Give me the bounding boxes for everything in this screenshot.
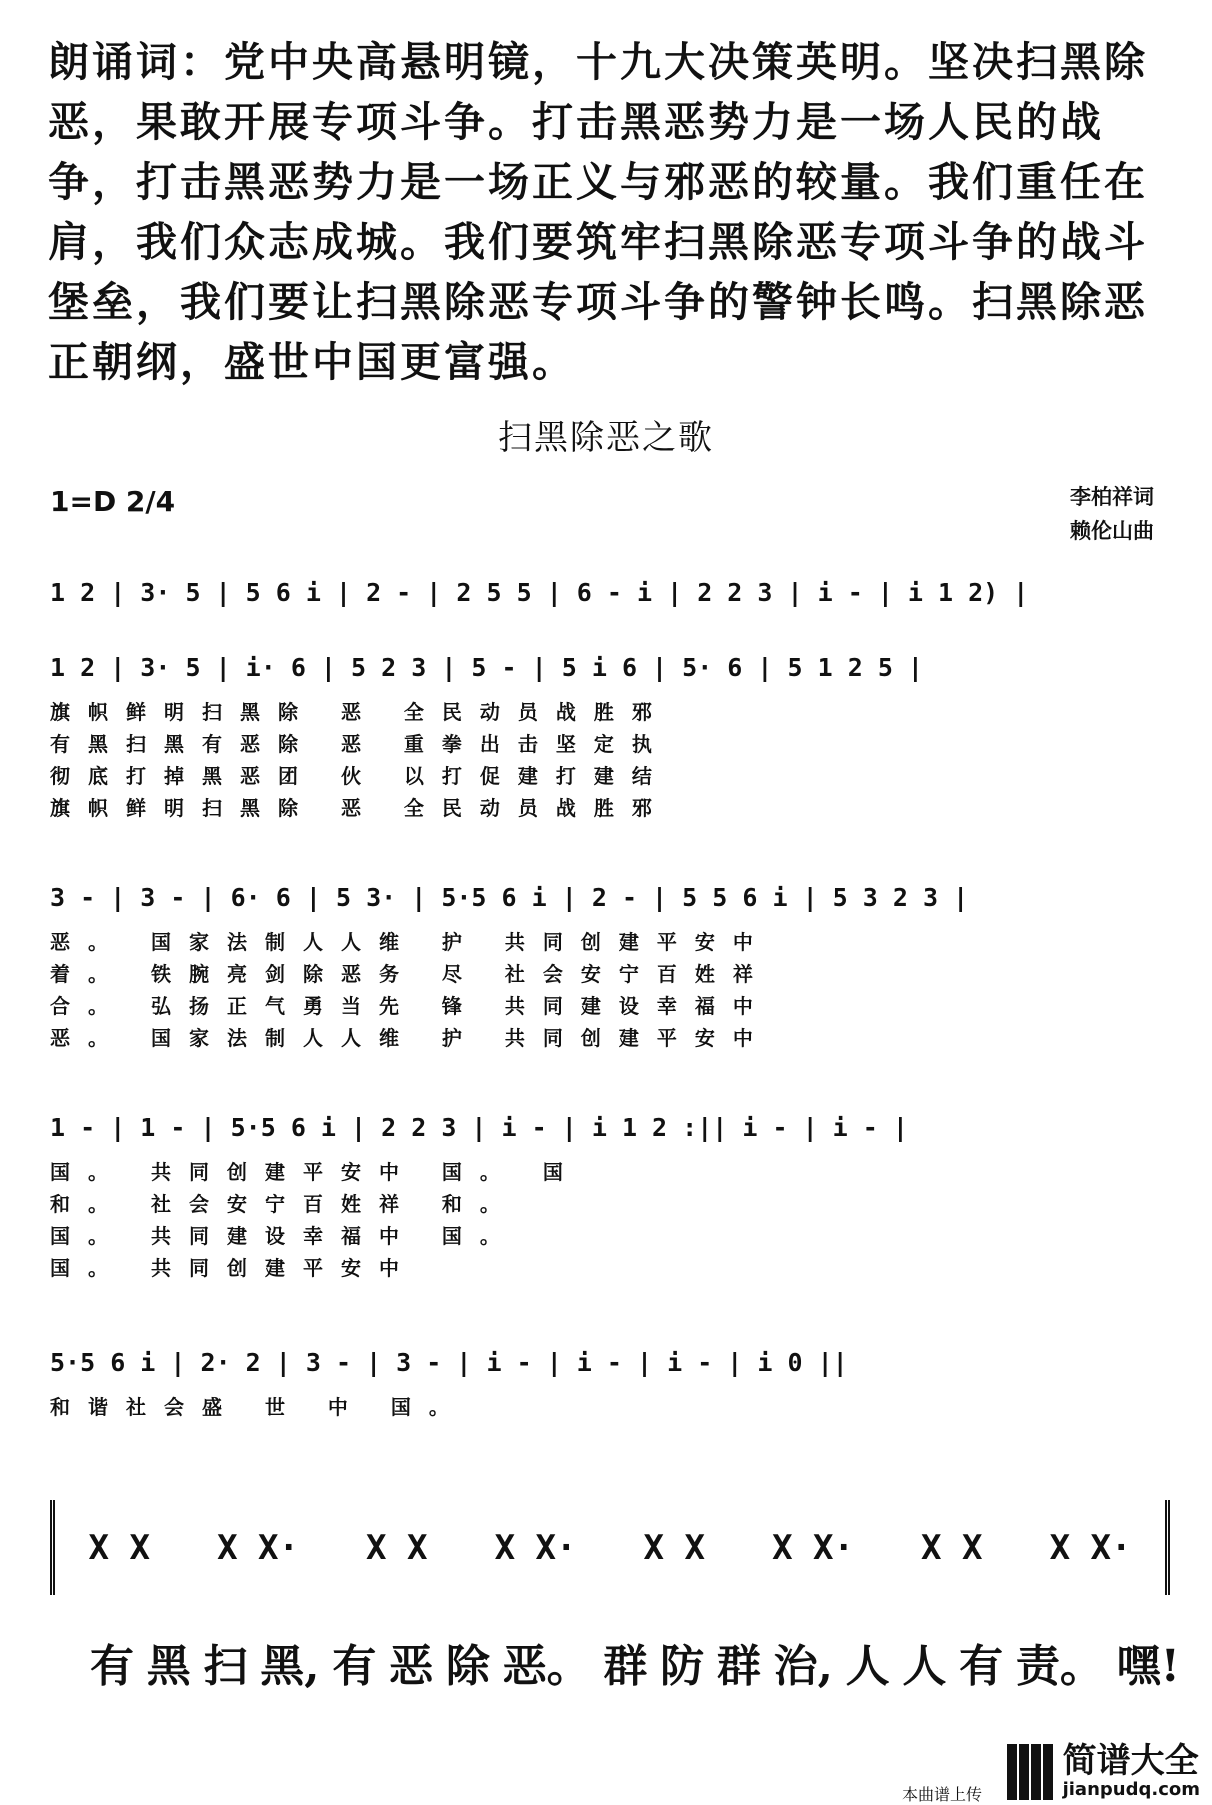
recitation-text: 朗诵词：党中央高悬明镜，十九大决策英明。坚决扫黑除恶，果敢开展专项斗争。打击黑恶势力是一场人民的战争，打击黑恶势力是一场正义与邪恶的较量。我们重任在肩，我们众志成城。我们要筑牢扫黑除恶专项斗争的战斗堡垒，我们要让扫黑除恶专项斗争的警钟长鸣。扫黑除恶正朝纲，盛世中国更富强。 <box>48 38 1148 386</box>
lyric-line: 和谐社会盛 世 中 国。 <box>50 1394 467 1419</box>
rhythm-pattern <box>50 1500 1170 1595</box>
chant-char: 有 <box>90 1641 134 1692</box>
chant-char: 扫 <box>203 1641 248 1692</box>
upload-note: 本曲谱上传 <box>901 1785 982 1804</box>
chant-char: 除 <box>445 1641 490 1692</box>
watermark <box>1007 1730 1200 1800</box>
chant-char: 有 <box>332 1641 377 1692</box>
watermark-brand: 简谱大全 <box>1062 1741 1199 1781</box>
chant-char: 恶 <box>389 1641 434 1692</box>
lyric-line: 国。 共同建设幸福中 国。 <box>50 1223 518 1248</box>
composer: 赖伦山曲 <box>1070 519 1154 543</box>
staff-2 <box>50 640 1170 822</box>
piano-logo-icon <box>1007 1744 1053 1800</box>
staff-notes: 1 2 | 3· 5 | 5 6 i | 2 - | 2 5 5 | 6 - i | 2 2 3 | i - | i 1 2) | <box>50 577 1029 607</box>
staff-5 <box>50 1335 1170 1421</box>
lyric-line: 恶。 国家法制人人维 护 共同创建平安中 <box>50 929 771 954</box>
lyric-line: 恶。 国家法制人人维 护 共同创建平安中 <box>50 1025 771 1050</box>
lyric-line: 有黑扫黑有恶除 恶 重拳出击坚定执 <box>50 731 670 756</box>
lyricist: 李柏祥词 <box>1070 485 1154 509</box>
song-title: 扫黑除恶之歌 <box>498 418 714 458</box>
chant-char: 群 <box>603 1641 648 1692</box>
rhythm-beat: X X· <box>1049 1527 1132 1568</box>
chant-char: 黑, <box>260 1641 320 1692</box>
chant-char: 恶。 <box>502 1641 591 1692</box>
lyric-line: 旗帜鲜明扫黑除 恶 全民动员战胜邪 <box>50 795 670 820</box>
lyric-line: 国。 共同创建平安中 国。 国 <box>50 1159 581 1184</box>
lyric-line: 着。 铁腕亮剑除恶务 尽 社会安宁百姓祥 <box>50 961 771 986</box>
lyric-line: 彻底打掉黑恶团 伙 以打促建打建结 <box>50 763 670 788</box>
rhythm-beat: X X· <box>772 1527 854 1568</box>
rhythm-beat: X X <box>643 1527 705 1568</box>
staff-4 <box>50 1100 1170 1282</box>
lyric-line: 旗帜鲜明扫黑除 恶 全民动员战胜邪 <box>50 699 670 724</box>
staff-notes: 1 2 | 3· 5 | i· 6 | 5 2 3 | 5 - | 5 i 6 | 5· 6 | 5 1 2 5 | <box>50 652 923 682</box>
rhythm-beat: X X· <box>217 1527 299 1568</box>
lyric-line: 国。 共同创建平安中 <box>50 1255 417 1280</box>
chant-char: 黑 <box>146 1641 191 1692</box>
watermark-site: jianpudq.com <box>1062 1779 1200 1800</box>
credits <box>1070 480 1154 548</box>
staff-notes: 3 - | 3 - | 6· 6 | 5 3· | 5·5 6 i | 2 - | 5 5 6 i | 5 3 2 3 | <box>50 882 969 912</box>
lyric-line: 和。 社会安宁百姓祥 和。 <box>50 1191 518 1216</box>
staff-notes: 5·5 6 i | 2· 2 | 3 - | 3 - | i - | i - | i - | i 0 || <box>50 1347 848 1377</box>
staff-notes: 1 - | 1 - | 5·5 6 i | 2 2 3 | i - | i 1 2 :|| i - | i - | <box>50 1112 908 1142</box>
chant-char: 治, <box>773 1641 833 1692</box>
chant-char: 防 <box>660 1641 705 1692</box>
chant-char: 嘿! <box>1116 1641 1180 1692</box>
chant-char: 群 <box>716 1641 761 1692</box>
lyric-line: 合。 弘扬正气勇当先 锋 共同建设幸福中 <box>50 993 771 1018</box>
staff-1 <box>50 565 1170 619</box>
chant-char: 有 <box>959 1641 1004 1692</box>
chant-char: 责。 <box>1015 1641 1104 1692</box>
staff-3 <box>50 870 1170 1052</box>
rhythm-beat: X X <box>88 1527 150 1568</box>
chant-line <box>90 1630 1180 1694</box>
rhythm-beat: X X <box>921 1527 983 1568</box>
chant-char: 人 <box>902 1641 947 1692</box>
rhythm-beat: X X <box>366 1527 428 1568</box>
key-signature: 1=D 2/4 <box>50 485 176 518</box>
chant-char: 人 <box>845 1641 890 1692</box>
rhythm-beat: X X· <box>494 1527 577 1568</box>
